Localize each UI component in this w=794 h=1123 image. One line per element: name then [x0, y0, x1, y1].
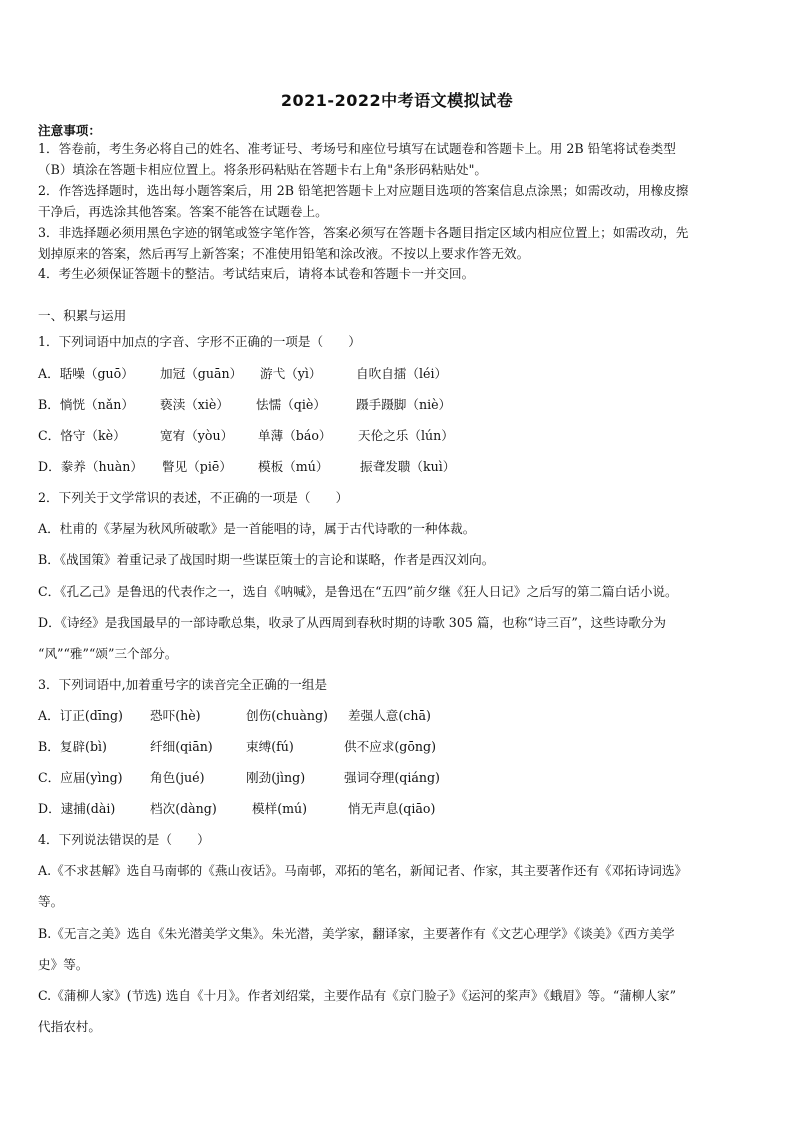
option-word: D．豢养（huàn）	[38, 459, 143, 474]
q4-option-continued: 史》等。	[38, 957, 89, 972]
option-word: A．订正(dīng)	[38, 708, 123, 723]
q4-option-continued: 等。	[38, 894, 64, 909]
option-word: 档次(dàng)	[150, 801, 217, 816]
option-word: 加冠（guān）	[160, 366, 243, 381]
q4-option: C.《蒲柳人家》(节选) 选自《十月》。作者刘绍棠，主要作品有《京门脸子》《运河的桨声》《蛾眉》等。“蒲柳人家”	[38, 988, 677, 1003]
notice-line: 1．答卷前，考生务必将自己的姓名、准考证号、考场号和座位号填写在试题卷和答题卡上。用 2B 铅笔将试卷类型	[38, 141, 676, 156]
section-heading: 一、积累与运用	[38, 308, 127, 323]
option-word: 亵渎（xiè）	[160, 397, 229, 412]
q1-option-c	[38, 428, 454, 444]
notice-line: 干净后，再选涂其他答案。答案不能答在试题卷上。	[38, 204, 328, 219]
option-word: 单薄（báo）	[258, 428, 332, 443]
question-stem-3: 3．下列词语中,加着重号字的读音完全正确的一组是	[38, 677, 328, 692]
q1-option-a	[38, 366, 447, 382]
option-word: 天伦之乐（lún）	[358, 428, 454, 443]
notice-line: 4．考生必须保证答题卡的整洁。考试结束后，请将本试卷和答题卡一并交回。	[38, 266, 475, 281]
q3-option-b	[38, 739, 436, 755]
option-word: 模板（mú）	[258, 459, 329, 474]
option-word: 游弋（yì）	[260, 366, 322, 381]
option-word: A．聒噪（guō）	[38, 366, 134, 381]
q2-option-continued: “风”“雅”“颂”三个部分。	[38, 646, 178, 661]
notice-line: 2．作答选择题时，选出每小题答案后，用 2B 铅笔把答题卡上对应题目选项的答案信息点涂黑；如需改动，用橡皮擦	[38, 183, 689, 198]
option-word: 宽宥（yòu）	[160, 428, 234, 443]
q1-option-d	[38, 459, 455, 475]
q3-option-c	[38, 770, 440, 786]
option-word: B．惝恍（nǎn）	[38, 397, 134, 412]
q2-option: A．杜甫的《茅屋为秋风所破歌》是一首能唱的诗，属于古代诗歌的一种体裁。	[38, 521, 476, 536]
q4-option-continued: 代指农村。	[38, 1019, 101, 1034]
question-stem-2: 2．下列关于文学常识的表述，不正确的一项是（ ）	[38, 490, 349, 505]
q4-option: B.《无言之美》选自《朱光潜美学文集》。朱光潜，美学家，翻译家，主要著作有《文艺心理学》《谈美》《西方美学	[38, 926, 675, 941]
option-word: 蹑手蹑脚（niè）	[356, 397, 452, 412]
option-word: C．恪守（kè）	[38, 428, 126, 443]
option-word: 差强人意(chā)	[348, 708, 431, 723]
option-word: 瞥见（piē）	[162, 459, 232, 474]
option-word: 创伤(chuàng)	[246, 708, 328, 723]
option-word: 束缚(fú)	[246, 739, 294, 754]
option-word: C．应届(yìng)	[38, 770, 123, 785]
q3-option-d	[38, 801, 435, 817]
q2-option: D．《诗经》是我国最早的一部诗歌总集，收录了从西周到春秋时期的诗歌 305 篇，也称“诗三百”，这些诗歌分为	[38, 615, 667, 630]
option-word: 怯懦（qiè）	[256, 397, 326, 412]
option-word: 角色(jué)	[150, 770, 205, 785]
q2-option: C．《孔乙己》是鲁迅的代表作之一，选自《呐喊》，是鲁迅在“五四”前夕继《狂人日记》之后写的第二篇白话小说。	[38, 584, 678, 599]
option-word: 供不应求(gōng)	[344, 739, 437, 754]
q4-option: A.《不求甚解》选自马南邨的《燕山夜话》。马南邨，邓拓的笔名，新闻记者、作家，其主要著作还有《邓拓诗词选》	[38, 863, 688, 878]
q3-option-a	[38, 708, 431, 724]
option-word: 强词夺理(qiáng)	[344, 770, 440, 785]
q1-option-b	[38, 397, 451, 413]
option-word: 悄无声息(qiāo)	[348, 801, 436, 816]
question-stem-1: 1．下列词语中加点的字音、字形不正确的一项是（ ）	[38, 334, 361, 349]
option-word: D．逮捕(dài)	[38, 801, 116, 816]
notice-line: 划掉原来的答案，然后再写上新答案；不准使用铅笔和涂改液。不按以上要求作答无效。	[38, 246, 530, 261]
option-word: B．复辟(bì)	[38, 739, 107, 754]
option-word: 恐吓(hè)	[150, 708, 201, 723]
option-word: 刚劲(jìng)	[246, 770, 306, 785]
notice-heading: 注意事项：	[38, 123, 101, 138]
q2-option: B．《战国策》着重记录了战国时期一些谋臣策士的言论和谋略，作者是西汉刘向。	[38, 552, 495, 567]
page-title: 2021-2022中考语文模拟试卷	[280, 91, 514, 110]
option-word: 自吹自擂（léi）	[356, 366, 448, 381]
option-word: 模样(mú)	[252, 801, 308, 816]
notice-line: （B）填涂在答题卡相应位置上。将条形码粘贴在答题卡右上角"条形码粘贴处"。	[38, 162, 488, 177]
option-word: 振聋发聩（kuì）	[360, 459, 456, 474]
question-stem-4: 4．下列说法错误的是（ ）	[38, 832, 210, 847]
option-word: 纤细(qiān)	[150, 739, 213, 754]
notice-line: 3．非选择题必须用黑色字迹的钢笔或签字笔作答，答案必须写在答题卡各题目指定区域内相应位置上；如需改动，先	[38, 225, 689, 240]
